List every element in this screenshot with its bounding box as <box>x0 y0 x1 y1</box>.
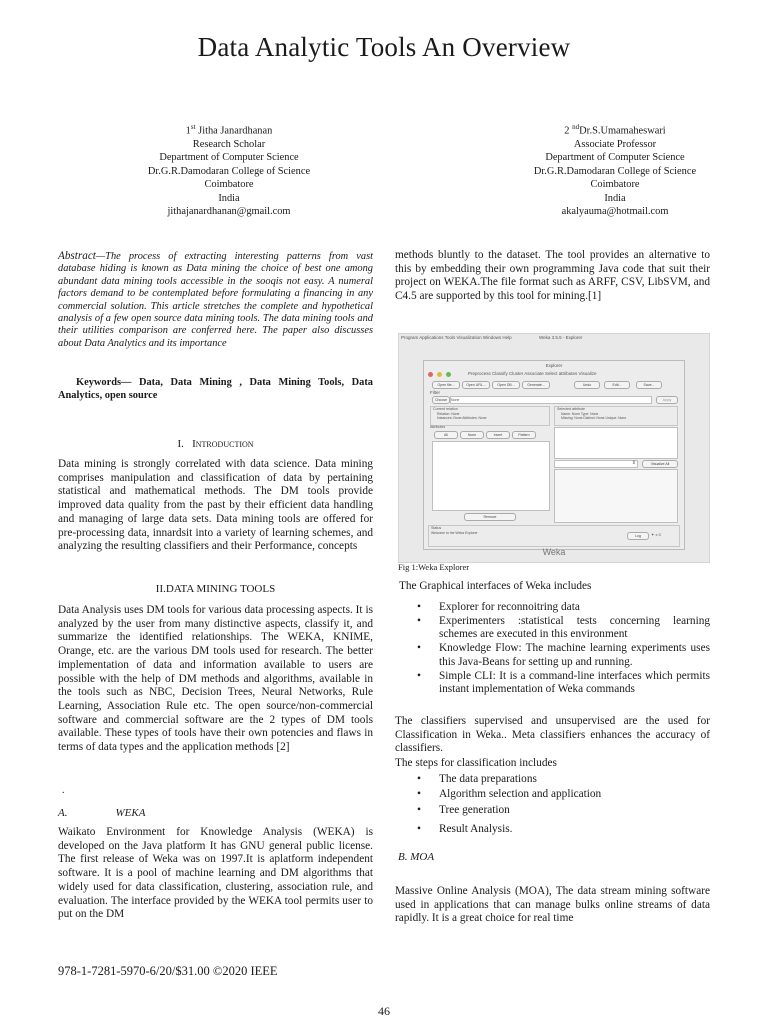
abstract-label: Abstract <box>58 250 96 262</box>
bullet-icon: • <box>417 803 421 816</box>
author-block-2 <box>465 121 765 219</box>
steps-list <box>395 772 710 839</box>
author-1-name-line: 1st Jitha Janardhanan <box>185 123 273 137</box>
gui-intro: The Graphical interfaces of Weka includes <box>399 580 592 592</box>
keywords: Keywords— Data, Data Mining , Data Mining Tools, Data Analytics, open source <box>58 377 373 401</box>
list-item: • Experimenters :statistical tests concerning learning schemes are executed in this environment <box>417 614 711 641</box>
attr-invert-button[interactable]: Invert <box>486 431 510 439</box>
open-url-button[interactable]: Open URL... <box>462 381 490 389</box>
stepper-icon: ⇕ <box>631 460 636 466</box>
list-item: • Explorer for reconnoitring data <box>417 601 580 613</box>
author-block-1 <box>79 121 379 219</box>
steps-intro: The steps for classification includes <box>395 757 557 769</box>
list-item: • The data preparations <box>417 773 537 785</box>
current-relation-label: Current relation <box>433 407 458 411</box>
instances-line: Instances: None Attributes: None <box>437 415 487 420</box>
list-item: • Knowledge Flow: The machine learning experiments uses this Java-Beans for setting up and running. <box>417 642 710 668</box>
save-button[interactable]: Save... <box>636 381 662 389</box>
copyright-footer: 978-1-7281-5970-6/20/$31.00 ©2020 IEEE <box>58 964 278 978</box>
author-1-city: Coimbatore <box>204 179 254 191</box>
classifiers-text: The classifiers supervised and unsupervised are the used for Classification in Weka.. Meta classifiers enhances the accuracy of classifiers. <box>395 715 710 755</box>
class-selector[interactable] <box>554 460 638 468</box>
abstract-text: The process of extracting interesting patterns from vast database hiding is known as Data mining the choice of best one among abundant data mining tools accessible in the sooqis not easy. A numeral factors demand to be contemplated before formulating a financing in any commercial solution. This article stretches the complete and hypothetical analysis of a few open source data mining tools. The data mining tools and their utilities comparison are conferred here. The paper also discusses about Data Analytics and its importance <box>58 251 373 349</box>
author-2-country: India <box>604 192 626 204</box>
attributes-label: Attributes <box>430 425 446 429</box>
gui-bullets <box>395 601 710 697</box>
weka-explorer-window <box>423 360 685 550</box>
weka-menu: Program Applications Tools Visualization Windows Help <box>401 335 512 340</box>
author-2-dept: Department of Computer Science <box>545 152 685 164</box>
weka-explorer-figure <box>398 333 710 563</box>
subsection-a-text: Waikato Environment for Knowledge Analysis (WEKA) is developed on the Java platform It has GNU general public license. The first release of Weka was on 1997.It is aplatform independent software. It is a pool of machine learning and DM algorithms that widely used for data classification, clustering, association rule, and evaluation. The interface provided by the WEKA tool permits user to put on the DM <box>58 826 373 921</box>
list-item: • Algorithm selection and application <box>417 787 602 800</box>
author-2-email: akalyauma@hotmail.com <box>561 206 669 218</box>
attr-none-button[interactable]: None <box>460 431 484 439</box>
filter-label: Filter <box>430 390 440 395</box>
status-label: Status <box>431 526 442 530</box>
section-2-text: Data Analysis uses DM tools for various data processing aspects. It is analyzed by the user from many distinctive aspects, classify it, and summarize the identified relationships. The WEKA, KNIME, Orange, etc. are the various DM tools used for research. The better implementation of data and information available to users are possible with the help of DM methods and algorithms, available in the tools such as NBC, Decision Trees, Neural Networks, Rule Learning, Association Rule etc. The open source/non-commercial software and commercial software are the 2 types of DM tools available. These types of tools have their own potencies and flaws in terms of data types and the application methods [2] <box>58 604 373 754</box>
moa-text: Massive Online Analysis (MOA), The data stream mining software used in applications that can manage bulks online streams of data rapidly. It is a great choice for real time <box>395 885 710 925</box>
log-button[interactable]: Log <box>627 532 649 540</box>
author-2-name: Dr.S.Umamaheswari <box>579 125 666 137</box>
weka-inner-title: Explorer <box>545 363 563 368</box>
visualize-all-button[interactable]: Visualize All <box>642 460 678 468</box>
bird-icon: ✦ <box>651 532 655 537</box>
right-column-continuation: methods bluntly to the dataset. The tool provides an alternative to this by embedding their own programming Java code that suit their project on WEKA.The file format such as ARFF, CSV, LibSVM, and C4.5 are supported by this tool for mining.[1] <box>395 249 710 303</box>
remove-button[interactable]: Remove <box>464 513 516 521</box>
section-2-heading: II.DATA MINING TOOLS <box>155 583 276 595</box>
bullet-icon: • <box>417 642 421 655</box>
bullet-icon: • <box>417 614 421 627</box>
edit-button[interactable]: Edit... <box>604 381 630 389</box>
zoom-icon <box>446 372 451 377</box>
status-text: Welcome to the Weka Explorer <box>431 531 478 535</box>
section-1-text: Data mining is strongly correlated with data science. Data mining comprises manipulation and classification of data by pertaining statistical and mathematical methods. The DM tools provide improved data quality from the past by their efficient data handling and managing of large data sets. Data mining tools are offered for pre-processing data, innardsit into a variety of learning schemes, and analyzing the resulting classifiers and their Performance, concepts <box>58 458 373 553</box>
instance-counter: x 0 <box>655 532 661 537</box>
stray-period: . <box>62 785 65 796</box>
sa-line-1: Name: None Type: None <box>561 411 599 416</box>
page-number: 46 <box>378 1004 390 1018</box>
weka-window-title: Weka 3.5.5 - Explorer <box>539 335 583 340</box>
attribute-stats-panel <box>554 427 678 459</box>
section-1-heading: I. Introduction <box>177 438 254 450</box>
close-icon <box>428 372 433 377</box>
weka-tabs[interactable]: Preprocess Classify Cluster Associate Select attributes Visualize <box>468 371 597 376</box>
generate-button[interactable]: Generate... <box>522 381 550 389</box>
attr-all-button[interactable]: All <box>434 431 458 439</box>
author-2-college: Dr.G.R.Damodaran College of Science <box>533 165 697 177</box>
list-item: • Simple CLI: It is a command-line interfaces which permits instant implementation of Weka commands <box>417 669 710 696</box>
bullet-icon: • <box>417 669 421 682</box>
open-file-button[interactable]: Open file... <box>432 381 460 389</box>
list-item: • Result Analysis. <box>395 819 710 839</box>
author-1-role: Research Scholar <box>192 138 266 150</box>
attr-pattern-button[interactable]: Pattern <box>512 431 536 439</box>
apply-button[interactable]: Apply <box>656 396 678 404</box>
status-panel <box>428 525 680 547</box>
author-1-email: jithajanardhanan@gmail.com <box>167 206 291 218</box>
choose-button[interactable]: Choose <box>432 396 450 404</box>
sa-line-2: Missing: None Distinct: None Unique: None <box>561 415 627 420</box>
weka-brand-label: Weka <box>542 547 566 557</box>
author-1-name: Jitha Janardhanan <box>198 125 273 137</box>
bullet-icon: • <box>417 773 421 785</box>
list-item: • Tree generation <box>395 802 710 819</box>
selected-attribute-label: Selected attribute <box>557 407 585 411</box>
selected-attribute-panel <box>554 406 678 426</box>
author-1-dept: Department of Computer Science <box>159 152 299 164</box>
abstract: Abstract—The process of extracting interesting patterns from vast database hiding is known as Data mining the choice of best one among abundant data mining tools accessible in the sooqis not easy. A numeral factors demand to be contemplated before formulating a financing in any commercial solution. This article stretches the complete and hypothetical analysis of a few open source data mining tools. The data mining tools and their utilities comparison are conferred here. The paper also discusses about Data Analytics and its importance <box>58 250 373 349</box>
paper-title: Data Analytic Tools An Overview <box>197 32 571 62</box>
undo-button[interactable]: Undo <box>574 381 600 389</box>
filter-field[interactable]: None <box>450 396 652 404</box>
current-relation-panel <box>430 406 550 426</box>
bullet-icon: • <box>417 787 421 800</box>
open-db-button[interactable]: Open DB... <box>492 381 520 389</box>
figure-1-caption: Fig 1:Weka Explorer <box>398 562 470 572</box>
subsection-a-heading: A. WEKA <box>58 807 146 819</box>
author-2-city: Coimbatore <box>590 179 640 191</box>
bullet-icon: • <box>417 601 421 613</box>
author-2-role: Associate Professor <box>573 138 657 150</box>
bullet-icon: • <box>417 822 421 835</box>
author-1-country: India <box>218 192 240 204</box>
attributes-list[interactable] <box>432 441 550 511</box>
author-1-college: Dr.G.R.Damodaran College of Science <box>147 165 311 177</box>
author-2-name-line: 2 $^{nd}$Dr.S.Umamaheswari <box>564 123 666 137</box>
subsection-b-heading: B. MOA <box>398 851 435 863</box>
visualization-area <box>554 469 678 523</box>
relation-line: Relation: None <box>437 411 460 416</box>
minimize-icon <box>437 372 442 377</box>
